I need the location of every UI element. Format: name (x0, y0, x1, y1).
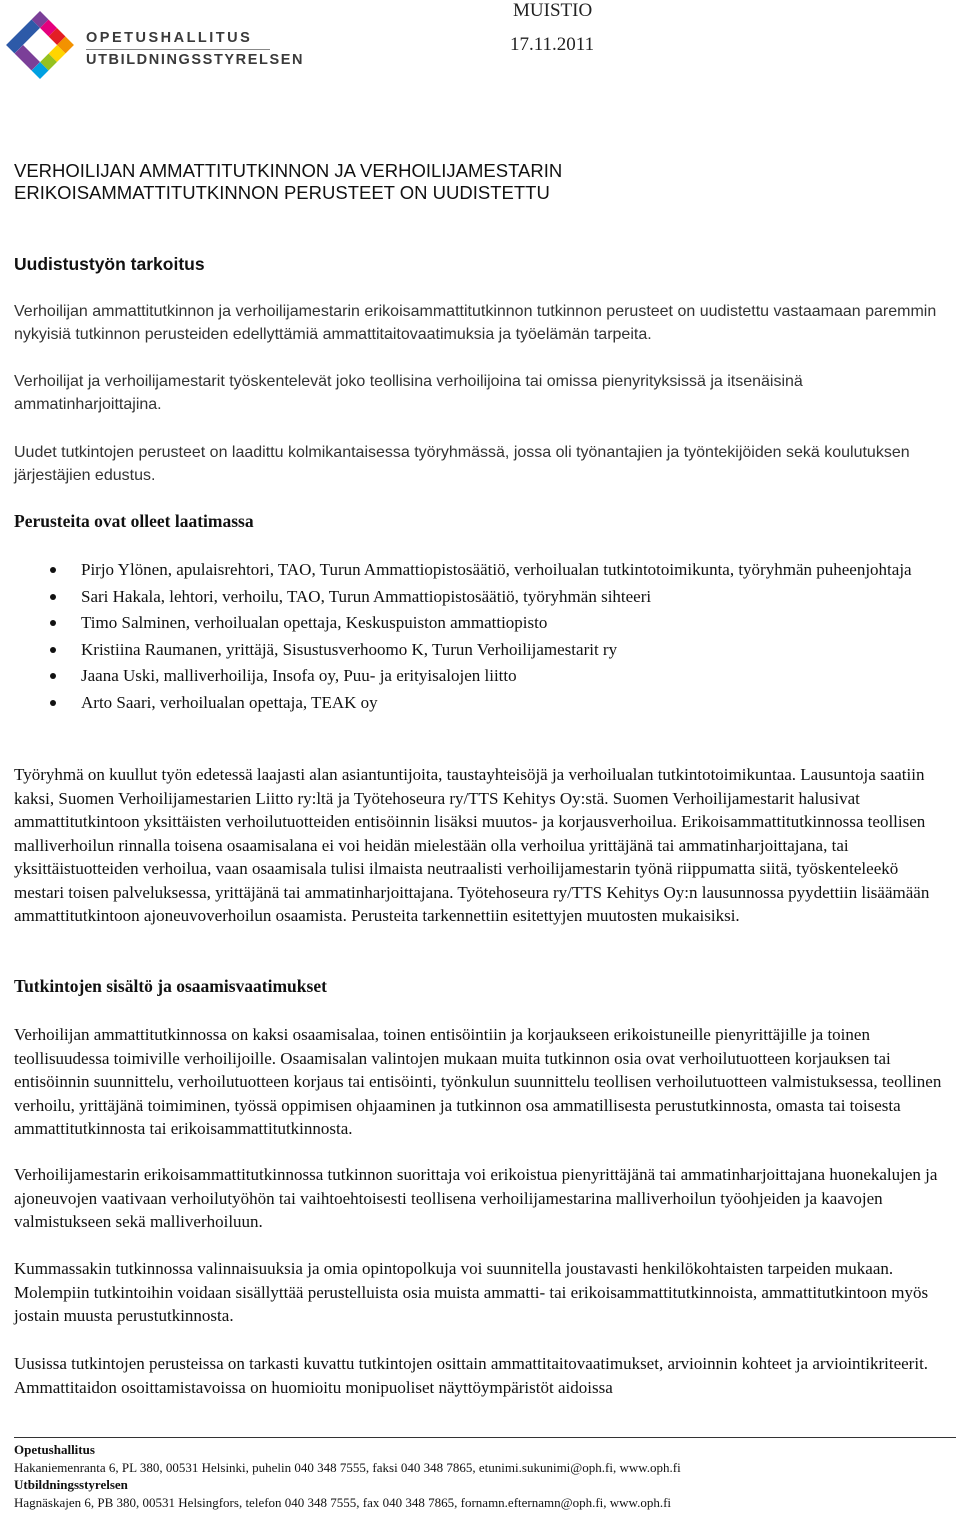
document-type: MUISTIO (513, 0, 593, 21)
page-title (14, 160, 944, 204)
list-item (0, 691, 956, 715)
list-item (0, 558, 956, 582)
list-item-text: Arto Saari, verhoilualan opettaja, TEAK oy (81, 692, 378, 712)
author-list (0, 558, 960, 717)
footer-divider (14, 1437, 956, 1438)
paragraph: Verhoilijan ammattitutkinnossa on kaksi osaamisalaa, toinen entisöintiin ja korjaukseen erikoistuneille pienyrittäjille ja toinen teollisuudessa toimiville verhoilijoille. Osaamisalan valintojen mukaan muita tutkinnon osia ovat verhoilutuotteen korjauksen tai entisöinnin suunnittelu, verhoilutuotteen korjaus tai entisöinti, työnkulun suunnittelu teollisen verhoilutuotteen valmistuksessa, teollinen verhoilu, yrittäjänä toimiminen, työssä oppimisen ohjaaminen ja tutkinnon osa ammatillisesta perustutkinnosta, omasta tai toisesta ammattitutkinnosta tai erikoisammattitutkinnosta. (14, 1025, 942, 1138)
org-name-sv: UTBILDNINGSSTYRELSEN (86, 52, 305, 68)
bullet-icon (50, 700, 56, 706)
bullet-icon (50, 673, 56, 679)
list-item (0, 611, 956, 635)
paragraph: Uudet tutkintojen perusteet on laadittu kolmikantaisessa työryhmässä, jossa oli työnantajien ja työntekijöiden sekä koulutuksen järjestäjien edustus. (14, 444, 910, 484)
footer-address-fi: Hakaniemenranta 6, PL 380, 00531 Helsinki, puhelin 040 348 7555, faksi 040 348 7865, etunimi.sukunimi@oph.fi, www.oph.fi (14, 1460, 681, 1475)
oph-diamond-logo-icon (2, 10, 78, 80)
title-line: ERIKOISAMMATTITUTKINNON PERUSTEET ON UUDISTETTU (14, 182, 550, 203)
paragraph: Työryhmä on kuullut työn edetessä laajasti alan asiantuntijoita, taustayhteisöjä ja verhoilualan tutkintotoimikuntaa. Lausuntoja saatiin kaksi, Suomen Verhoilijamestarien Liitto ry:ltä ja Työtehoseura ry/TTS Kehitys Oy:stä. Suomen Verhoilijamestarit halusivat ammattitutkintoon yksittäisten verhoilutuotteiden entisöinnin lisäksi muutos- ja korjausverhoilua. Erikoisammattitutkinnossa teollisen malliverhoilun rinnalla toisena osaamisalana ei voi heidän mielestään olla verhoilua yrittäjänä tai ammatinharjoittajana, tai yksittäistuotteiden verhoilua, vaan osaamisala tulisi ilmaista neutraalisti verhoilijamestarin työnä riippumatta siitä, työskenteleekö mestari toisen palveluksessa, yrittäjänä tai ammatinharjoittajana. Työtehoseura ry/TTS Kehitys Oy:n lausunnossa pyydettiin lisäämään ammattitutkintoon ajoneuvoverhoilun osaamista. Perusteita tarkennettiin esitettyjen muutosten mukaisiksi. (14, 765, 930, 925)
section-heading-authors: Perusteita ovat olleet laatimassa (14, 511, 254, 531)
bullet-icon (50, 567, 56, 573)
paragraph: Verhoilijan ammattitutkinnon ja verhoilijamestarin erikoisammattitutkinnon tutkinnon perusteet on uudistettu vastaamaan paremmin nykyisiä tutkinnon perusteiden edellyttämiä ammattitaitovaatimuksia ja työelämän tarpeita. (14, 303, 937, 343)
oph-logo (2, 10, 305, 80)
list-item (0, 638, 956, 662)
footer-org-fi: Opetushallitus (14, 1442, 95, 1457)
list-item-text: Sari Hakala, lehtori, verhoilu, TAO, Turun Ammattiopistosäätiö, työryhmän sihteeri (81, 586, 652, 606)
list-item (0, 664, 956, 688)
list-item-text: Timo Salminen, verhoilualan opettaja, Keskuspuiston ammattiopisto (81, 613, 548, 632)
section-heading-content: Tutkintojen sisältö ja osaamisvaatimukset (14, 976, 327, 996)
org-name-fi: OPETUSHALLITUS (86, 30, 253, 46)
paragraph: Verhoilijat ja verhoilijamestarit työskentelevät joko teollisina verhoilijoina tai omissa pienyrityksissä ja itsenäisinä ammatinharjoittajina. (14, 373, 803, 413)
title-line: VERHOILIJAN AMMATTITUTKINNON JA VERHOILIJAMESTARIN (14, 160, 563, 181)
list-item-text: Jaana Uski, malliverhoilija, Insofa oy, Puu- ja erityisalojen liitto (81, 666, 517, 685)
paragraph: Verhoilijamestarin erikoisammattitutkinnossa tutkinnon suorittaja voi erikoistua pienyrittäjänä tai ammatinharjoittajana huonekalujen ja ajoneuvojen vaativaan verhoilutyöhön tai vaihtoehtoisesti teollisena verhoilijamestarina malliverhoilun työohjeiden ja kaavojen valmistukseen sekä malliverhoiluun. (14, 1165, 938, 1231)
document-date: 17.11.2011 (510, 34, 595, 55)
bullet-icon (50, 594, 56, 600)
section-heading-purpose: Uudistustyön tarkoitus (14, 254, 205, 274)
logo-divider (86, 49, 270, 50)
footer-org-sv: Utbildningsstyrelsen (14, 1477, 128, 1492)
list-item (0, 585, 956, 609)
list-item-text: Kristiina Raumanen, yrittäjä, Sisustusverhoomo K, Turun Verhoilijamestarit ry (81, 639, 618, 659)
list-item-text: Pirjo Ylönen, apulaisrehtori, TAO, Turun Ammattiopistosäätiö, verhoilualan tutkintotoimikunta, työryhmän puheenjohtaja (81, 560, 912, 579)
bullet-icon (50, 647, 56, 653)
footer-address-sv: Hagnäskajen 6, PB 380, 00531 Helsingfors, telefon 040 348 7555, fax 040 348 7865, fornamn.efternamn@oph.fi, www.oph.fi (14, 1495, 672, 1510)
paragraph: Uusissa tutkintojen perusteissa on tarkasti kuvattu tutkintojen osittain ammattitaitovaatimukset, arvioinnin kohteet ja arviointikriteerit. Ammattitaidon osoittamistavoissa on huomioitu monipuoliset näyttöympäristöt aidoissa (14, 1354, 929, 1397)
paragraph: Kummassakin tutkinnossa valinnaisuuksia ja omia opintopolkuja voi suunnitella joustavasti henkilökohtaisten tarpeiden mukaan. Molempiin tutkintoihin voidaan sisällyttää perustelluista osia muista ammatti- tai erikoisammattitutkinnoista, ammattitutkintoon myös jostain muusta perustutkinnosta. (14, 1259, 929, 1325)
bullet-icon (50, 620, 56, 626)
